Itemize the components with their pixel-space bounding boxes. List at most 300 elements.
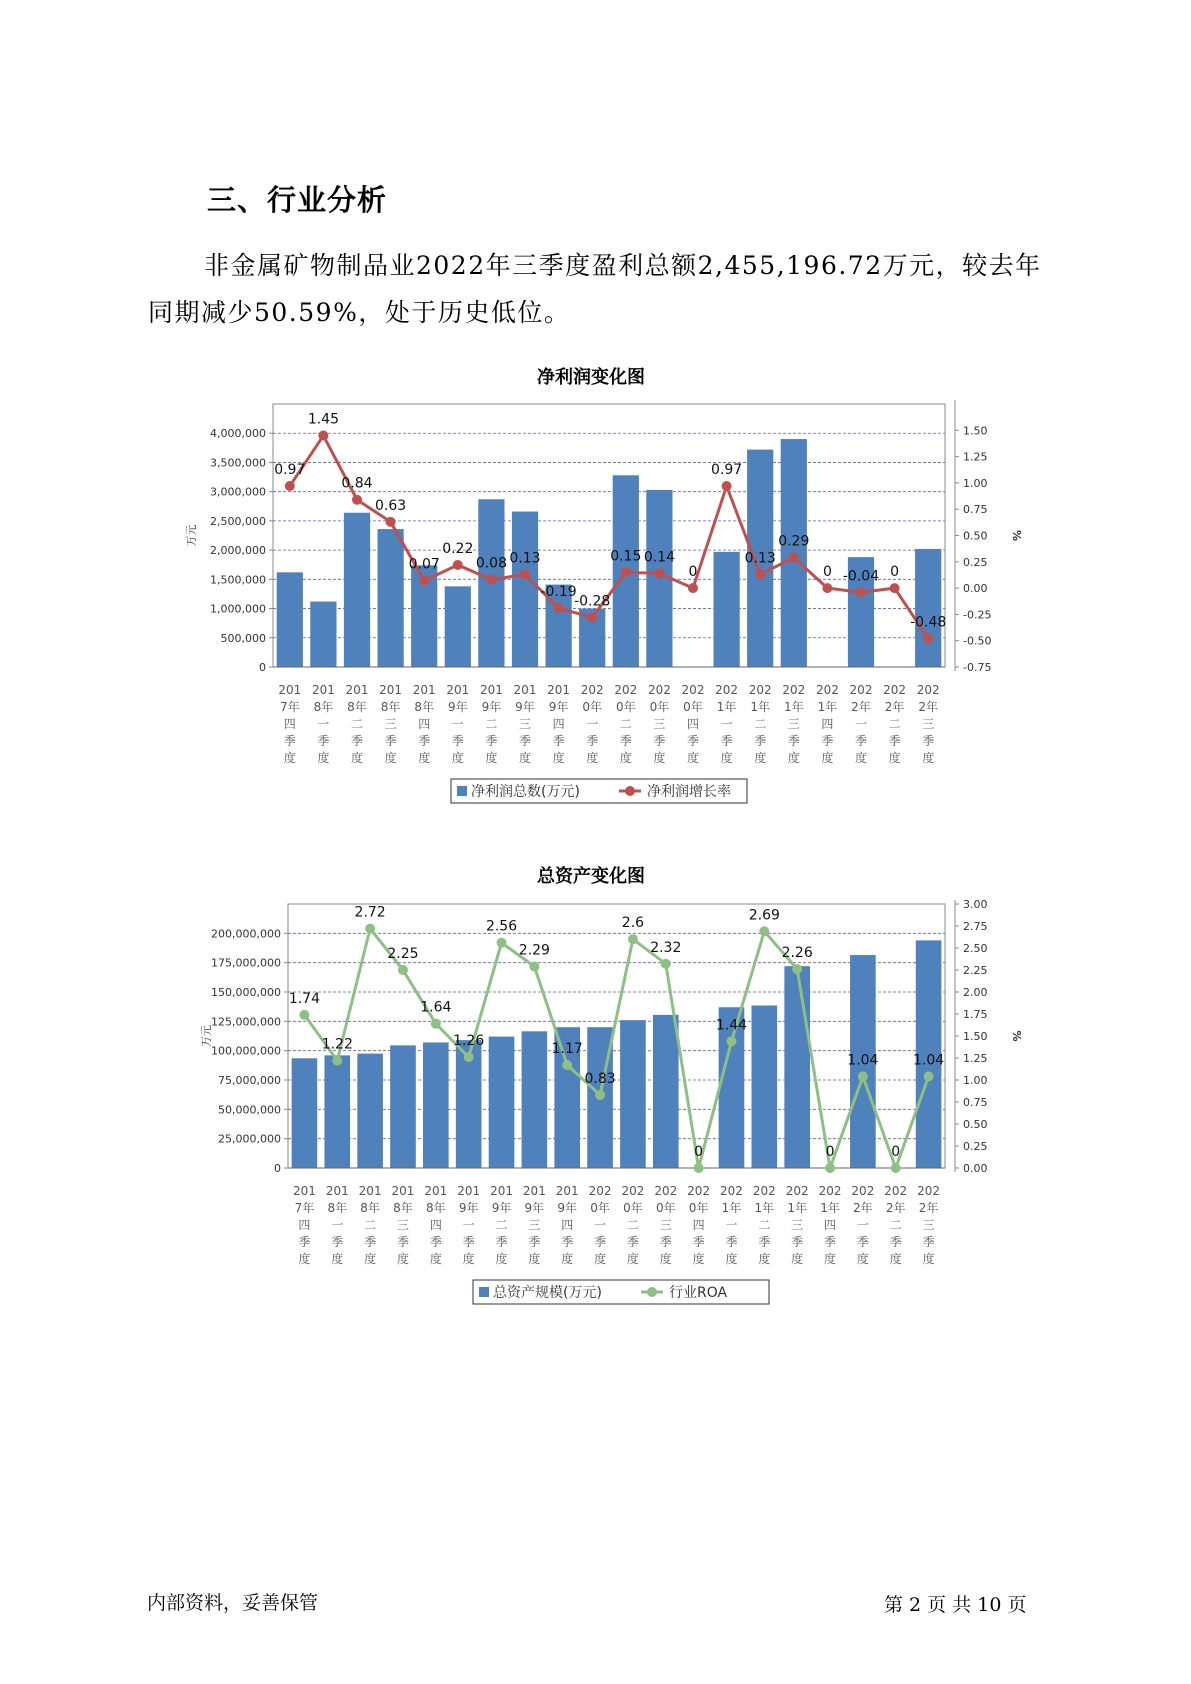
bar bbox=[357, 1054, 383, 1168]
line-point bbox=[789, 553, 799, 563]
x-tick-label: 四 bbox=[692, 1218, 705, 1232]
x-tick-label: 度 bbox=[856, 1252, 869, 1266]
x-tick-label: 8年 bbox=[327, 1201, 348, 1215]
y2-tick-label: 1.25 bbox=[963, 1052, 988, 1065]
x-tick-label: 度 bbox=[364, 1252, 377, 1266]
data-label: 2.69 bbox=[748, 907, 780, 924]
x-tick-label: 度 bbox=[888, 751, 901, 765]
bar bbox=[310, 602, 336, 667]
data-label: 0 bbox=[822, 564, 832, 581]
y-tick-label: 2,000,000 bbox=[210, 544, 266, 558]
x-tick-label: 度 bbox=[754, 751, 767, 765]
line-point bbox=[587, 613, 597, 623]
x-tick-label: 季 bbox=[821, 734, 834, 748]
bar bbox=[423, 1042, 449, 1168]
x-tick-label: 度 bbox=[889, 1252, 902, 1266]
x-tick-label: 度 bbox=[659, 1252, 672, 1266]
data-label: 0.13 bbox=[744, 550, 776, 567]
x-tick-label: 9年 bbox=[481, 700, 502, 714]
x-tick-label: 二 bbox=[889, 1218, 902, 1232]
x-tick-label: 季 bbox=[485, 734, 498, 748]
y-tick-label: 200,000,000 bbox=[211, 927, 281, 941]
line-point bbox=[628, 934, 638, 944]
x-tick-label: 9年 bbox=[548, 700, 569, 714]
x-tick-label: 季 bbox=[758, 1235, 771, 1249]
y-tick-label: 0 bbox=[259, 661, 266, 674]
x-tick-label: 度 bbox=[283, 751, 296, 765]
x-tick-label: 度 bbox=[758, 1252, 771, 1266]
x-tick-label: 201 bbox=[547, 683, 571, 697]
line-point bbox=[688, 583, 698, 593]
x-tick-label: 四 bbox=[821, 717, 834, 731]
bar bbox=[653, 1015, 679, 1168]
data-label: 2.29 bbox=[518, 942, 550, 959]
y-tick-label: 175,000,000 bbox=[211, 956, 281, 970]
footer-confidential: 内部资料，妥善保管 bbox=[147, 1592, 319, 1614]
x-tick-label: 2年 bbox=[885, 1201, 906, 1215]
x-tick-label: 一 bbox=[720, 717, 733, 731]
x-tick-label: 季 bbox=[791, 1235, 804, 1249]
x-tick-label: 202 bbox=[916, 683, 940, 697]
x-tick-label: 季 bbox=[922, 1235, 935, 1249]
y2-tick-label: -0.25 bbox=[963, 608, 992, 622]
bar bbox=[915, 549, 941, 667]
y-tick-label: 25,000,000 bbox=[218, 1132, 281, 1146]
data-label: 0 bbox=[890, 564, 900, 581]
x-tick-label: 季 bbox=[856, 1235, 869, 1249]
x-tick-label: 季 bbox=[594, 1235, 607, 1249]
x-tick-label: 二 bbox=[350, 717, 364, 731]
data-label: 1.26 bbox=[453, 1033, 485, 1050]
line-point bbox=[822, 583, 832, 593]
y2-tick-label: 2.75 bbox=[963, 920, 988, 933]
x-tick-label: 季 bbox=[619, 734, 632, 748]
x-tick-label: 201 bbox=[424, 1184, 448, 1198]
x-tick-label: 度 bbox=[462, 1252, 475, 1266]
x-tick-label: 度 bbox=[384, 751, 397, 765]
x-tick-label: 二 bbox=[758, 1218, 771, 1232]
x-tick-label: 三 bbox=[653, 717, 666, 731]
x-tick-label: 季 bbox=[692, 1235, 705, 1249]
y2-tick-label: 1.75 bbox=[963, 1008, 988, 1021]
x-tick-label: 2年 bbox=[918, 1201, 939, 1215]
line-point bbox=[759, 926, 769, 936]
line-point bbox=[890, 583, 900, 593]
bar bbox=[512, 512, 538, 667]
x-tick-label: 202 bbox=[884, 1184, 908, 1198]
x-tick-label: 季 bbox=[495, 1235, 508, 1249]
x-tick-label: 季 bbox=[429, 1235, 442, 1249]
data-label: 0.14 bbox=[643, 549, 675, 566]
x-tick-label: 9年 bbox=[524, 1201, 545, 1215]
data-label: 0.22 bbox=[442, 540, 474, 557]
y2-tick-label: 1.50 bbox=[963, 1030, 988, 1043]
x-tick-label: 9年 bbox=[491, 1201, 512, 1215]
x-tick-label: 8年 bbox=[414, 700, 435, 714]
x-tick-label: 一 bbox=[725, 1218, 738, 1232]
x-tick-label: 季 bbox=[364, 1235, 377, 1249]
x-tick-label: 季 bbox=[922, 734, 935, 748]
x-tick-label: 季 bbox=[586, 734, 599, 748]
x-tick-label: 202 bbox=[851, 1184, 875, 1198]
data-label: 1.04 bbox=[912, 1052, 945, 1069]
x-tick-label: 202 bbox=[614, 683, 638, 697]
y-tick-label: 0 bbox=[274, 1162, 281, 1175]
x-tick-label: 202 bbox=[752, 1184, 776, 1198]
x-tick-label: 0年 bbox=[683, 700, 703, 714]
x-tick-label: 0年 bbox=[590, 1201, 610, 1215]
section-heading: 三、行业分析 bbox=[207, 183, 388, 217]
x-tick-label: 一 bbox=[856, 1218, 869, 1232]
line-point bbox=[386, 517, 396, 527]
x-tick-label: 201 bbox=[278, 683, 302, 697]
data-label: -0.04 bbox=[842, 568, 880, 585]
net-profit-chart bbox=[0, 390, 1191, 840]
data-label: 1.04 bbox=[847, 1052, 879, 1069]
x-tick-label: 季 bbox=[283, 734, 296, 748]
x-tick-label: 季 bbox=[889, 1235, 902, 1249]
bar bbox=[489, 1037, 515, 1168]
y-tick-label: 50,000,000 bbox=[218, 1103, 281, 1117]
x-tick-label: 度 bbox=[619, 751, 632, 765]
x-tick-label: 季 bbox=[317, 734, 330, 748]
y-tick-label: 150,000,000 bbox=[211, 986, 281, 999]
x-tick-label: 二 bbox=[888, 717, 901, 731]
x-tick-label: 季 bbox=[888, 734, 901, 748]
x-tick-label: 一 bbox=[451, 717, 464, 731]
x-tick-label: 2年 bbox=[851, 700, 871, 714]
x-tick-label: 1年 bbox=[721, 1201, 742, 1215]
y-tick-label: 1,000,000 bbox=[210, 602, 266, 616]
x-tick-label: 度 bbox=[429, 1252, 442, 1266]
line-point bbox=[924, 1071, 934, 1081]
x-tick-label: 202 bbox=[782, 683, 806, 697]
y2-tick-label: 3.00 bbox=[963, 898, 988, 911]
x-tick-label: 度 bbox=[528, 1252, 541, 1266]
bar bbox=[713, 552, 739, 667]
x-tick-label: 202 bbox=[580, 683, 604, 697]
x-tick-label: 度 bbox=[561, 1252, 574, 1266]
x-tick-label: 0年 bbox=[688, 1201, 709, 1215]
y2-tick-label: 2.00 bbox=[963, 986, 988, 999]
y-tick-label: 100,000,000 bbox=[211, 1044, 281, 1058]
data-label: 0.29 bbox=[778, 533, 810, 550]
line-point bbox=[419, 576, 429, 586]
x-tick-label: 度 bbox=[922, 751, 935, 765]
y-tick-label: 75,000,000 bbox=[218, 1074, 281, 1087]
x-tick-label: 9年 bbox=[458, 1201, 479, 1215]
x-tick-label: 202 bbox=[748, 683, 772, 697]
x-tick-label: 201 bbox=[379, 683, 403, 697]
footer-page-number: 第 2 页 共 10 页 bbox=[884, 1594, 1027, 1616]
x-tick-label: 二 bbox=[495, 1218, 508, 1232]
x-tick-label: 度 bbox=[854, 751, 868, 765]
data-label: 2.72 bbox=[354, 904, 386, 921]
x-tick-label: 8年 bbox=[393, 1201, 413, 1215]
x-tick-label: 201 bbox=[311, 683, 335, 697]
x-tick-label: 四 bbox=[552, 717, 565, 731]
x-tick-label: 度 bbox=[791, 1252, 804, 1266]
x-tick-label: 二 bbox=[619, 717, 632, 731]
x-tick-label: 二 bbox=[754, 717, 767, 731]
x-tick-label: 四 bbox=[429, 1218, 442, 1232]
data-label: 0.83 bbox=[584, 1070, 616, 1087]
data-label: 0.97 bbox=[711, 462, 743, 479]
x-tick-label: 季 bbox=[626, 1235, 639, 1249]
x-tick-label: 季 bbox=[418, 734, 431, 748]
line-point bbox=[464, 1052, 474, 1062]
data-label: 0 bbox=[825, 1144, 835, 1160]
data-label: 0 bbox=[694, 1144, 704, 1160]
data-label: 0.97 bbox=[274, 462, 306, 479]
y2-tick-label: 1.50 bbox=[963, 424, 988, 438]
x-tick-label: 季 bbox=[824, 1235, 837, 1249]
x-tick-label: 202 bbox=[687, 1184, 711, 1198]
data-label: 0.15 bbox=[610, 548, 642, 565]
x-tick-label: 201 bbox=[412, 683, 436, 697]
x-tick-label: 度 bbox=[594, 1252, 607, 1266]
y2-tick-label: -0.75 bbox=[963, 661, 992, 674]
x-tick-label: 度 bbox=[692, 1252, 705, 1266]
line-point bbox=[856, 587, 866, 597]
x-tick-label: 季 bbox=[854, 734, 868, 748]
data-label: -0.28 bbox=[574, 593, 611, 610]
line-point bbox=[661, 959, 671, 969]
data-label: 0.63 bbox=[375, 497, 407, 514]
y2-tick-label: 2.50 bbox=[963, 942, 988, 955]
line-point bbox=[365, 924, 375, 934]
x-tick-label: 三 bbox=[787, 717, 800, 731]
line-point bbox=[520, 569, 530, 579]
bar bbox=[277, 572, 303, 667]
x-tick-label: 一 bbox=[317, 717, 330, 731]
x-tick-label: 8年 bbox=[360, 1201, 380, 1215]
legend-bar-label: 总资产规模(万元) bbox=[493, 1285, 602, 1301]
line-point bbox=[595, 1090, 605, 1100]
data-label: 1.22 bbox=[321, 1036, 353, 1053]
line-point bbox=[318, 431, 328, 441]
x-tick-label: 202 bbox=[621, 1184, 645, 1198]
data-label: 0 bbox=[891, 1144, 901, 1160]
x-tick-label: 201 bbox=[325, 1184, 349, 1198]
x-tick-label: 度 bbox=[518, 751, 532, 765]
x-tick-label: 1年 bbox=[716, 700, 737, 714]
x-tick-label: 季 bbox=[528, 1235, 541, 1249]
y2-tick-label: 0.25 bbox=[963, 1140, 988, 1153]
x-tick-label: 度 bbox=[298, 1252, 311, 1266]
legend-bar-label: 净利润总数(万元) bbox=[471, 784, 580, 800]
bar bbox=[377, 529, 403, 667]
x-tick-label: 1年 bbox=[750, 700, 771, 714]
x-tick-label: 度 bbox=[495, 1252, 508, 1266]
y-axis-label: 万元 bbox=[200, 1025, 213, 1047]
x-tick-label: 三 bbox=[791, 1218, 804, 1232]
x-tick-label: 季 bbox=[720, 734, 733, 748]
x-tick-label: 9年 bbox=[557, 1201, 578, 1215]
line-point bbox=[858, 1071, 868, 1081]
x-tick-label: 202 bbox=[654, 1184, 678, 1198]
line-point bbox=[726, 1036, 736, 1046]
x-tick-label: 201 bbox=[292, 1184, 316, 1198]
data-label: 1.74 bbox=[288, 990, 321, 1007]
x-tick-label: 四 bbox=[561, 1218, 574, 1232]
legend-line-label: 净利润增长率 bbox=[647, 784, 731, 800]
bar bbox=[292, 1058, 318, 1168]
legend-line-label: 行业ROA bbox=[669, 1285, 728, 1301]
x-tick-label: 一 bbox=[854, 717, 868, 731]
data-label: 0.08 bbox=[475, 555, 507, 572]
x-tick-label: 度 bbox=[331, 1252, 344, 1266]
x-tick-label: 1年 bbox=[787, 1201, 807, 1215]
line-point bbox=[453, 560, 463, 570]
x-tick-label: 201 bbox=[490, 1184, 513, 1198]
x-tick-label: 201 bbox=[522, 1184, 546, 1198]
x-tick-label: 201 bbox=[446, 683, 470, 697]
line-point bbox=[529, 961, 539, 971]
data-label: 0.07 bbox=[408, 556, 440, 573]
x-tick-label: 1年 bbox=[820, 1201, 840, 1215]
line-point bbox=[285, 481, 295, 491]
data-label: 2.26 bbox=[781, 945, 813, 962]
line-point bbox=[332, 1056, 342, 1066]
x-tick-label: 季 bbox=[462, 1235, 475, 1249]
legend-bar-swatch bbox=[457, 786, 467, 796]
y2-tick-label: 0.75 bbox=[963, 1096, 988, 1109]
y-tick-label: 500,000 bbox=[220, 631, 266, 645]
x-tick-label: 202 bbox=[785, 1184, 809, 1198]
y2-tick-label: 0.50 bbox=[963, 1118, 988, 1131]
x-tick-label: 度 bbox=[396, 1252, 409, 1266]
y2-axis-label: % bbox=[1010, 1030, 1023, 1042]
x-tick-label: 二 bbox=[364, 1218, 377, 1232]
line-point bbox=[621, 567, 631, 577]
line-point bbox=[398, 965, 408, 975]
y2-tick-label: 0.00 bbox=[963, 1162, 988, 1175]
x-tick-label: 201 bbox=[513, 683, 537, 697]
x-tick-label: 度 bbox=[824, 1252, 837, 1266]
x-tick-label: 度 bbox=[418, 751, 431, 765]
data-label: 0 bbox=[688, 564, 698, 581]
x-tick-label: 季 bbox=[552, 734, 565, 748]
x-tick-label: 0年 bbox=[655, 1201, 676, 1215]
x-tick-label: 度 bbox=[586, 751, 599, 765]
x-tick-label: 三 bbox=[922, 717, 935, 731]
x-tick-label: 度 bbox=[686, 751, 700, 765]
x-tick-label: 度 bbox=[552, 751, 565, 765]
line-point bbox=[486, 575, 496, 585]
x-tick-label: 202 bbox=[647, 683, 671, 697]
y-axis-label: 万元 bbox=[185, 524, 198, 547]
data-label: 0.13 bbox=[509, 550, 541, 567]
x-tick-label: 季 bbox=[653, 734, 666, 748]
bar bbox=[324, 1055, 350, 1168]
x-tick-label: 202 bbox=[588, 1184, 612, 1198]
data-label: 2.56 bbox=[485, 918, 518, 935]
line-point bbox=[554, 603, 564, 613]
x-tick-label: 201 bbox=[479, 683, 503, 697]
x-tick-label: 三 bbox=[528, 1218, 541, 1232]
x-tick-label: 201 bbox=[345, 683, 369, 697]
line-point bbox=[654, 568, 664, 578]
x-tick-label: 三 bbox=[518, 717, 532, 731]
line-point bbox=[755, 569, 765, 579]
line-point bbox=[299, 1010, 309, 1020]
x-tick-label: 201 bbox=[555, 1184, 579, 1198]
y2-tick-label: 0.00 bbox=[963, 582, 988, 596]
line-point bbox=[825, 1163, 835, 1173]
x-tick-label: 度 bbox=[922, 1252, 935, 1266]
x-tick-label: 季 bbox=[659, 1235, 672, 1249]
x-tick-label: 一 bbox=[462, 1218, 475, 1232]
x-tick-label: 度 bbox=[653, 751, 666, 765]
x-tick-label: 201 bbox=[457, 1184, 481, 1198]
x-tick-label: 202 bbox=[681, 683, 705, 697]
x-tick-label: 7年 bbox=[279, 700, 300, 714]
bar bbox=[522, 1031, 548, 1168]
y-tick-label: 3,500,000 bbox=[210, 456, 266, 470]
x-tick-label: 201 bbox=[358, 1184, 382, 1198]
x-tick-label: 一 bbox=[586, 717, 599, 731]
x-tick-label: 1年 bbox=[754, 1201, 775, 1215]
x-tick-label: 度 bbox=[725, 1252, 738, 1266]
x-tick-label: 度 bbox=[787, 751, 800, 765]
data-label: -0.19 bbox=[540, 584, 577, 601]
x-tick-label: 202 bbox=[818, 1184, 842, 1198]
y2-tick-label: 1.00 bbox=[963, 1074, 988, 1087]
x-tick-label: 0年 bbox=[649, 700, 670, 714]
x-tick-label: 三 bbox=[922, 1218, 935, 1232]
x-tick-label: 202 bbox=[883, 683, 907, 697]
x-tick-label: 季 bbox=[754, 734, 767, 748]
x-tick-label: 季 bbox=[396, 1235, 409, 1249]
x-tick-label: 季 bbox=[686, 734, 700, 748]
y2-tick-label: 0.50 bbox=[963, 529, 988, 543]
x-tick-label: 度 bbox=[720, 751, 733, 765]
x-tick-label: 202 bbox=[849, 683, 873, 697]
x-tick-label: 三 bbox=[384, 717, 397, 731]
x-tick-label: 四 bbox=[824, 1218, 837, 1232]
y2-tick-label: 2.25 bbox=[963, 964, 988, 977]
line-point bbox=[497, 938, 507, 948]
data-label: 1.45 bbox=[307, 411, 339, 428]
x-tick-label: 一 bbox=[594, 1218, 607, 1232]
x-tick-label: 0年 bbox=[582, 700, 603, 714]
data-label: 2.6 bbox=[621, 915, 645, 932]
legend-bar-swatch bbox=[479, 1287, 489, 1297]
legend-line-marker bbox=[647, 1287, 657, 1297]
bar bbox=[344, 513, 370, 667]
line-point bbox=[694, 1163, 704, 1173]
y-tick-label: 2,500,000 bbox=[210, 514, 266, 528]
plot-frame bbox=[288, 904, 945, 1168]
x-tick-label: 度 bbox=[821, 751, 834, 765]
data-label: -0.48 bbox=[910, 614, 947, 631]
bar bbox=[445, 586, 471, 667]
line-point bbox=[923, 634, 933, 644]
line-point bbox=[792, 964, 802, 974]
x-tick-label: 季 bbox=[787, 734, 800, 748]
y2-axis-label: % bbox=[1010, 529, 1023, 542]
y-tick-label: 4,000,000 bbox=[210, 427, 266, 441]
data-label: 1.64 bbox=[420, 999, 452, 1016]
line-point bbox=[431, 1019, 441, 1029]
x-tick-label: 8年 bbox=[347, 700, 367, 714]
x-tick-label: 季 bbox=[331, 1235, 344, 1249]
x-tick-label: 8年 bbox=[313, 700, 334, 714]
data-label: 1.44 bbox=[715, 1017, 748, 1034]
y2-tick-label: 0.75 bbox=[963, 503, 988, 517]
chart1-title: 净利润变化图 bbox=[537, 367, 645, 388]
